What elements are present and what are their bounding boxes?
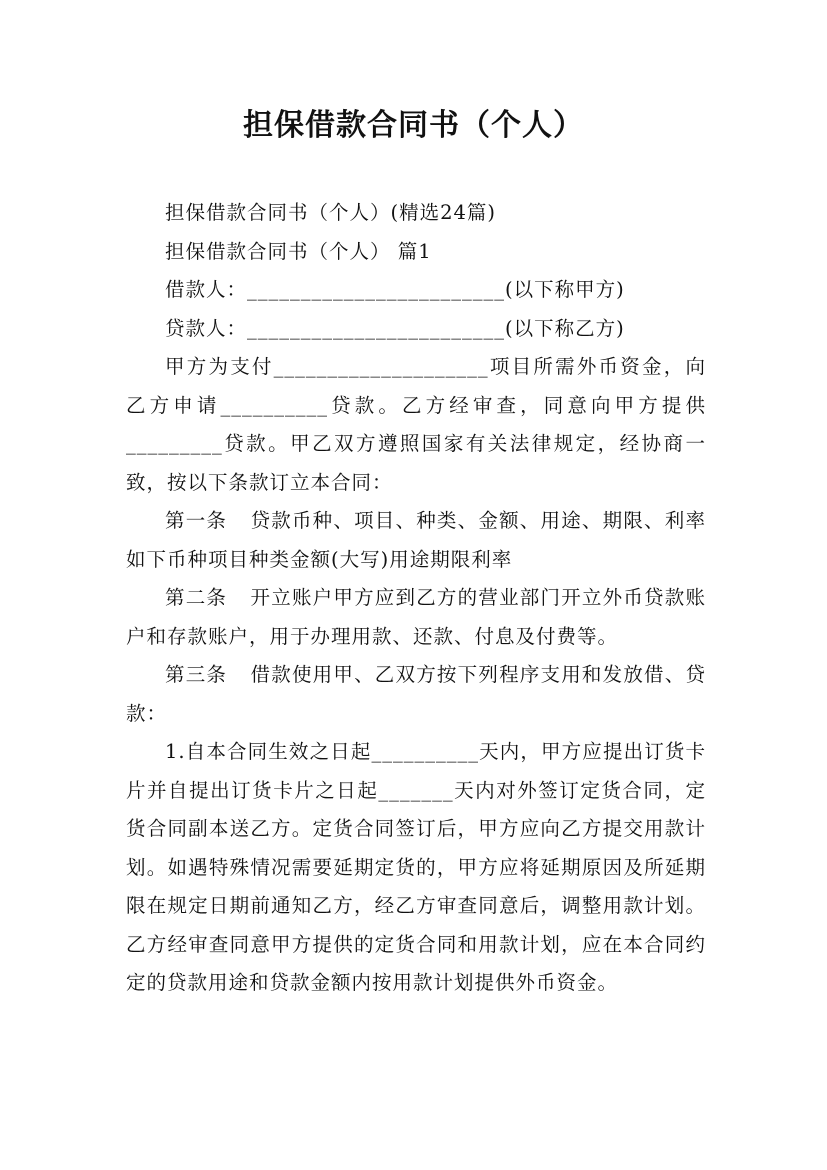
article-2 xyxy=(126,579,706,656)
clause-item-1: 1.自本合同生效之日起__________天内，甲方应提出订货卡片并自提出订货卡片之日起_______天内对外签订定货合同，定货合同副本送乙方。定货合同签订后，甲方应向乙方提交用款计划。如遇特殊情况需要延期定货的，甲方应将延期原因及所延期限在规定日期前通知乙方，经乙方审查同意后，调整用款计划。乙方经审查同意甲方提供的定货合同和用款计划，应在本合同约定的贷款用途和贷款金额内按用款计划提供外币资金。 xyxy=(126,740,706,994)
article-2-text: 开立账户甲方应到乙方的营业部门开立外币贷款账户和存款账户，用于办理用款、还款、付息及付费等。 xyxy=(126,586,706,648)
article-3 xyxy=(126,656,706,733)
intro-paragraph: 甲方为支付____________________项目所需外币资金，向乙方申请__________贷款。乙方经审查，同意向甲方提供_________贷款。甲乙双方遵照国家有关法律规定，经协商一致，按以下条款订立本合同： xyxy=(126,355,706,494)
document-subtitle: 担保借款合同书（个人）(精选24篇) xyxy=(165,201,497,224)
article-1 xyxy=(126,502,706,579)
borrower-line: 借款人：________________________(以下称甲方) xyxy=(165,278,625,301)
document-title: 担保借款合同书（个人） xyxy=(243,108,584,143)
article-3-title: 第三条 xyxy=(165,663,228,686)
lender-line: 贷款人：________________________(以下称乙方) xyxy=(165,316,625,340)
article-2-title: 第二条 xyxy=(165,586,228,609)
section-heading: 担保借款合同书（个人） 篇1 xyxy=(165,239,432,263)
article-1-title: 第一条 xyxy=(165,509,228,532)
article-1-text: 贷款币种、项目、种类、金额、用途、期限、利率如下币种项目种类金额(大写)用途期限利率 xyxy=(126,509,706,571)
document-body xyxy=(126,194,706,1003)
article-3-text: 借款使用甲、乙双方按下列程序支用和发放借、贷款： xyxy=(126,663,706,725)
